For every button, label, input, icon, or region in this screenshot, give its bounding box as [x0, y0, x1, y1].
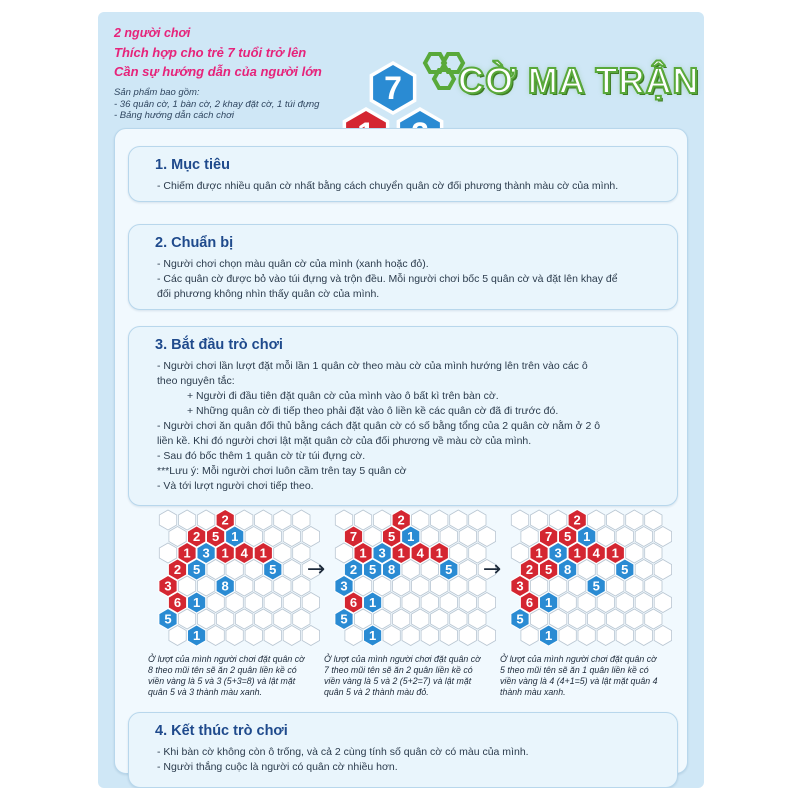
tile-digit: 6 — [525, 595, 534, 610]
empty-cell — [264, 593, 281, 613]
empty-cell — [197, 576, 214, 596]
empty-cell — [197, 609, 214, 629]
empty-cell — [645, 576, 662, 596]
tile-digit: 2 — [221, 512, 229, 528]
tile-digit: 3 — [202, 545, 210, 561]
empty-cell — [255, 510, 272, 530]
empty-cell — [178, 576, 195, 596]
empty-cell — [597, 593, 614, 613]
intro-block — [114, 24, 374, 122]
tile-digit: 6 — [173, 595, 182, 610]
empty-cell — [402, 626, 419, 646]
empty-cell — [588, 609, 605, 629]
tile-digit: 7 — [544, 529, 553, 544]
section-line: - Người chơi ăn quân đối thủ bằng cách đặt quân cờ có số bằng tổng của 2 quân cờ nằm ở 2 ô — [157, 420, 601, 432]
empty-cell — [431, 510, 448, 530]
empty-cell — [412, 576, 429, 596]
section-line: liền kề. Khi đó người chơi lật mặt quân cờ của đối phương về màu cờ của mình. — [157, 435, 532, 447]
empty-cell — [207, 626, 224, 646]
empty-cell — [393, 609, 410, 629]
empty-cell — [626, 576, 643, 596]
empty-cell — [431, 576, 448, 596]
empty-cell — [383, 626, 400, 646]
tile-digit: 6 — [349, 595, 358, 610]
rule-sheet — [98, 12, 704, 788]
section-title: 1. Mục tiêu — [155, 157, 230, 173]
empty-cell — [255, 576, 272, 596]
tile-digit: 5 — [388, 529, 396, 544]
empty-cell — [169, 626, 186, 646]
empty-cell — [478, 593, 495, 613]
tile-digit: 1 — [368, 628, 377, 643]
empty-cell — [226, 560, 243, 580]
empty-cell — [597, 626, 614, 646]
empty-cell — [226, 626, 243, 646]
tile-digit: 2 — [192, 529, 201, 544]
empty-cell — [549, 510, 566, 530]
tile-digit: 3 — [164, 578, 172, 594]
empty-cell — [169, 527, 186, 547]
contents-item: - 36 quân cờ, 1 bàn cờ, 2 khay đặt cờ, 1 túi đựng — [114, 98, 320, 110]
empty-cell — [626, 609, 643, 629]
tile-digit: 1 — [435, 545, 443, 561]
empty-cell — [402, 593, 419, 613]
empty-cell — [178, 510, 195, 530]
empty-cell — [431, 609, 448, 629]
empty-cell — [197, 510, 214, 530]
empty-cell — [654, 593, 671, 613]
example-caption-3: Ở lượt của mình người chơi đặt quân cờ 5 theo mũi tên sẽ ăn 1 quân liền kề có viền vàng là 4 (4+1=5) và lật mặt quân 4 thành màu xanh. — [500, 654, 658, 697]
empty-cell — [654, 560, 671, 580]
empty-cell — [293, 609, 310, 629]
section-end — [128, 712, 678, 788]
empty-cell — [626, 543, 643, 563]
empty-cell — [373, 576, 390, 596]
section-line: + Người đi đầu tiên đặt quân cờ của mình vào ô bất kì trên bàn cờ. — [187, 390, 499, 402]
tile-digit: 2 — [173, 562, 182, 577]
tile-digit: 5 — [592, 578, 600, 594]
empty-cell — [283, 626, 300, 646]
step-arrow-icon: → — [482, 557, 502, 582]
section-line: + Những quân cờ đi tiếp theo phải đặt vào ô liền kề các quân cờ đã đi trước đó. — [187, 405, 559, 417]
tile-digit: 1 — [192, 628, 201, 643]
tile-digit: 5 — [340, 611, 348, 627]
empty-cell — [283, 593, 300, 613]
section-line: - Người chơi lần lượt đặt mỗi lần 1 quân cờ theo màu cờ của mình hướng lên trên vào các ô — [157, 360, 588, 372]
empty-cell — [440, 527, 457, 547]
empty-cell — [264, 527, 281, 547]
empty-cell — [450, 609, 467, 629]
section-line: - Các quân cờ được bỏ vào túi đựng và trộn đều. Mỗi người chơi bốc 5 quân cờ và đặt lên khay để — [157, 273, 618, 285]
empty-cell — [274, 609, 291, 629]
section-line: - Chiếm được nhiều quân cờ nhất bằng cách chuyển quân cờ đối phương thành màu cờ của mình. — [157, 180, 619, 192]
empty-cell — [559, 626, 576, 646]
example-caption-1: Ở lượt của mình người chơi đặt quân cờ 8 theo mũi tên sẽ ăn 2 quân liền kề có viền vàng là 5 và 3 (5+3=8) và lật mặt quân 5 và 3 thành màu xanh. — [148, 654, 305, 697]
empty-cell — [469, 510, 486, 530]
empty-cell — [226, 593, 243, 613]
empty-cell — [459, 527, 476, 547]
empty-cell — [569, 576, 586, 596]
empty-cell — [245, 626, 262, 646]
empty-cell — [635, 593, 652, 613]
empty-cell — [478, 527, 495, 547]
contents-list — [114, 87, 374, 122]
empty-cell — [478, 626, 495, 646]
empty-cell — [421, 626, 438, 646]
empty-cell — [578, 626, 595, 646]
tile-digit: 2 — [573, 512, 581, 528]
empty-cell — [607, 576, 624, 596]
empty-cell — [559, 593, 576, 613]
section-line: - Sau đó bốc thêm 1 quân cờ từ túi đựng cờ. — [157, 450, 366, 462]
empty-cell — [450, 510, 467, 530]
tile-digit: 5 — [544, 562, 553, 577]
empty-cell — [626, 510, 643, 530]
empty-cell — [549, 576, 566, 596]
empty-cell — [569, 609, 586, 629]
tile-digit: 1 — [407, 529, 415, 544]
tile-digit: 1 — [397, 545, 405, 561]
empty-cell — [383, 593, 400, 613]
example-boards — [128, 508, 678, 648]
empty-cell — [530, 576, 547, 596]
step-arrow-icon: → — [306, 557, 326, 582]
empty-cell — [373, 609, 390, 629]
empty-cell — [335, 510, 352, 530]
empty-cell — [236, 576, 253, 596]
tile-digit: 3 — [516, 578, 524, 594]
empty-cell — [364, 527, 381, 547]
tile-digit: 1 — [259, 545, 267, 561]
empty-cell — [440, 593, 457, 613]
empty-cell — [245, 593, 262, 613]
empty-cell — [578, 560, 595, 580]
section-line: ***Lưu ý: Mỗi người chơi luôn cầm trên tay 5 quân cờ — [157, 465, 407, 477]
example-board-3 — [511, 510, 672, 647]
empty-cell — [302, 527, 319, 547]
empty-cell — [450, 576, 467, 596]
section-title: 4. Kết thúc trò chơi — [155, 723, 288, 739]
tile-digit: 7 — [349, 529, 358, 544]
section-prepare — [128, 224, 678, 310]
empty-cell — [274, 543, 291, 563]
tile-digit: 1 — [573, 545, 581, 561]
adult-guidance: Cần sự hướng dẫn của người lớn — [114, 64, 322, 79]
tile-digit: 1 — [583, 529, 591, 544]
empty-cell — [607, 609, 624, 629]
tile-digit: 1 — [359, 545, 367, 561]
example-board-2 — [335, 510, 496, 647]
empty-cell — [521, 527, 538, 547]
empty-cell — [412, 510, 429, 530]
empty-cell — [645, 609, 662, 629]
empty-cell — [159, 510, 176, 530]
tile-digit: 1 — [611, 545, 619, 561]
tile-digit: 3 — [378, 545, 386, 561]
empty-cell — [645, 510, 662, 530]
empty-cell — [578, 593, 595, 613]
empty-cell — [264, 626, 281, 646]
empty-cell — [469, 609, 486, 629]
empty-cell — [354, 576, 371, 596]
tile-digit: 5 — [269, 562, 277, 577]
tile-digit: 1 — [183, 545, 191, 561]
tile-digit: 1 — [192, 595, 201, 610]
empty-cell — [530, 510, 547, 530]
tile-digit: 5 — [621, 562, 629, 577]
empty-cell — [459, 626, 476, 646]
contents-item: - Bảng hướng dẫn cách chơi — [114, 110, 234, 121]
empty-cell — [421, 593, 438, 613]
empty-cell — [236, 510, 253, 530]
tile-digit: 5 — [516, 611, 524, 627]
age-recommendation: Thích hợp cho trẻ 7 tuổi trở lên — [114, 45, 307, 60]
empty-cell — [440, 626, 457, 646]
tile-digit: 5 — [192, 562, 201, 577]
section-line: - Khi bàn cờ không còn ô trống, và cả 2 cùng tính số quân cờ có màu của mình. — [157, 746, 529, 758]
tile-digit: 5 — [368, 562, 377, 577]
empty-cell — [178, 609, 195, 629]
empty-cell — [217, 609, 234, 629]
tile-digit: 8 — [221, 578, 229, 594]
empty-cell — [293, 510, 310, 530]
tile-digit: 1 — [535, 545, 543, 561]
empty-cell — [450, 543, 467, 563]
tile-digit: 5 — [212, 529, 220, 544]
empty-cell — [274, 510, 291, 530]
tile-digit: 2 — [525, 562, 534, 577]
empty-cell — [245, 527, 262, 547]
empty-cell — [421, 527, 438, 547]
tile-digit: 1 — [231, 529, 239, 544]
empty-cell — [283, 560, 300, 580]
empty-cell — [354, 609, 371, 629]
logo-hex-digit: 7 — [384, 70, 402, 106]
empty-cell — [354, 510, 371, 530]
example-board-1 — [159, 510, 320, 647]
tile-digit: 4 — [592, 545, 600, 561]
tile-digit: 4 — [240, 545, 248, 561]
section-line: - Người chơi chọn màu quân cờ của mình (xanh hoặc đỏ). — [157, 258, 429, 270]
empty-cell — [654, 527, 671, 547]
empty-cell — [459, 593, 476, 613]
empty-cell — [635, 626, 652, 646]
empty-cell — [236, 609, 253, 629]
empty-cell — [616, 626, 633, 646]
empty-cell — [345, 626, 362, 646]
tile-digit: 3 — [554, 545, 562, 561]
empty-cell — [335, 543, 352, 563]
empty-cell — [283, 527, 300, 547]
tile-digit: 2 — [397, 512, 405, 528]
section-start — [128, 326, 678, 506]
section-line: - Người thắng cuộc là người có quân cờ nhiều hơn. — [157, 761, 398, 773]
example-caption-2: Ở lượt của mình người chơi đặt quân cờ 7 theo mũi tên sẽ ăn 2 quân liền kề có viền vàng là 5 và 2 (5+2=7) và lật mặt quân 5 và 2 thành màu đỏ. — [324, 654, 481, 697]
empty-cell — [511, 543, 528, 563]
contents-title: Sản phẩm bao gồm: — [114, 87, 200, 98]
tile-digit: 2 — [349, 562, 358, 577]
empty-cell — [421, 560, 438, 580]
tile-digit: 5 — [164, 611, 172, 627]
empty-cell — [245, 560, 262, 580]
empty-cell — [521, 626, 538, 646]
empty-cell — [412, 609, 429, 629]
logo-deco-hex — [434, 70, 454, 88]
tile-digit: 5 — [564, 529, 572, 544]
empty-cell — [459, 560, 476, 580]
empty-cell — [549, 609, 566, 629]
empty-cell — [597, 560, 614, 580]
empty-cell — [616, 527, 633, 547]
tile-digit: 1 — [368, 595, 377, 610]
tile-digit: 8 — [564, 562, 572, 577]
section-line: đối phương không nhìn thấy quân cờ của mình. — [157, 288, 380, 300]
empty-cell — [302, 593, 319, 613]
empty-cell — [207, 560, 224, 580]
empty-cell — [635, 527, 652, 547]
empty-cell — [597, 527, 614, 547]
empty-cell — [588, 510, 605, 530]
empty-cell — [302, 626, 319, 646]
examples-area — [128, 508, 678, 708]
tile-digit: 1 — [544, 595, 553, 610]
section-goal — [128, 146, 678, 202]
empty-cell — [373, 510, 390, 530]
game-logo-title: CỜ MA TRẬN — [458, 60, 700, 101]
empty-cell — [393, 576, 410, 596]
tile-digit: 5 — [445, 562, 453, 577]
section-title: 2. Chuẩn bị — [155, 235, 234, 251]
empty-cell — [255, 609, 272, 629]
empty-cell — [645, 543, 662, 563]
section-title: 3. Bắt đầu trò chơi — [155, 337, 283, 353]
empty-cell — [159, 543, 176, 563]
empty-cell — [402, 560, 419, 580]
empty-cell — [654, 626, 671, 646]
empty-cell — [207, 593, 224, 613]
tile-digit: 8 — [388, 562, 396, 577]
empty-cell — [607, 510, 624, 530]
tile-digit: 3 — [340, 578, 348, 594]
players-count: 2 người chơi — [114, 26, 191, 40]
empty-cell — [511, 510, 528, 530]
empty-cell — [616, 593, 633, 613]
tile-digit: 1 — [544, 628, 553, 643]
empty-cell — [635, 560, 652, 580]
tile-digit: 4 — [416, 545, 424, 561]
section-line: theo nguyên tắc: — [157, 375, 235, 387]
empty-cell — [530, 609, 547, 629]
section-lines — [129, 359, 677, 494]
section-line: - Và tới lượt người chơi tiếp theo. — [157, 480, 314, 492]
empty-cell — [274, 576, 291, 596]
tile-digit: 1 — [221, 545, 229, 561]
